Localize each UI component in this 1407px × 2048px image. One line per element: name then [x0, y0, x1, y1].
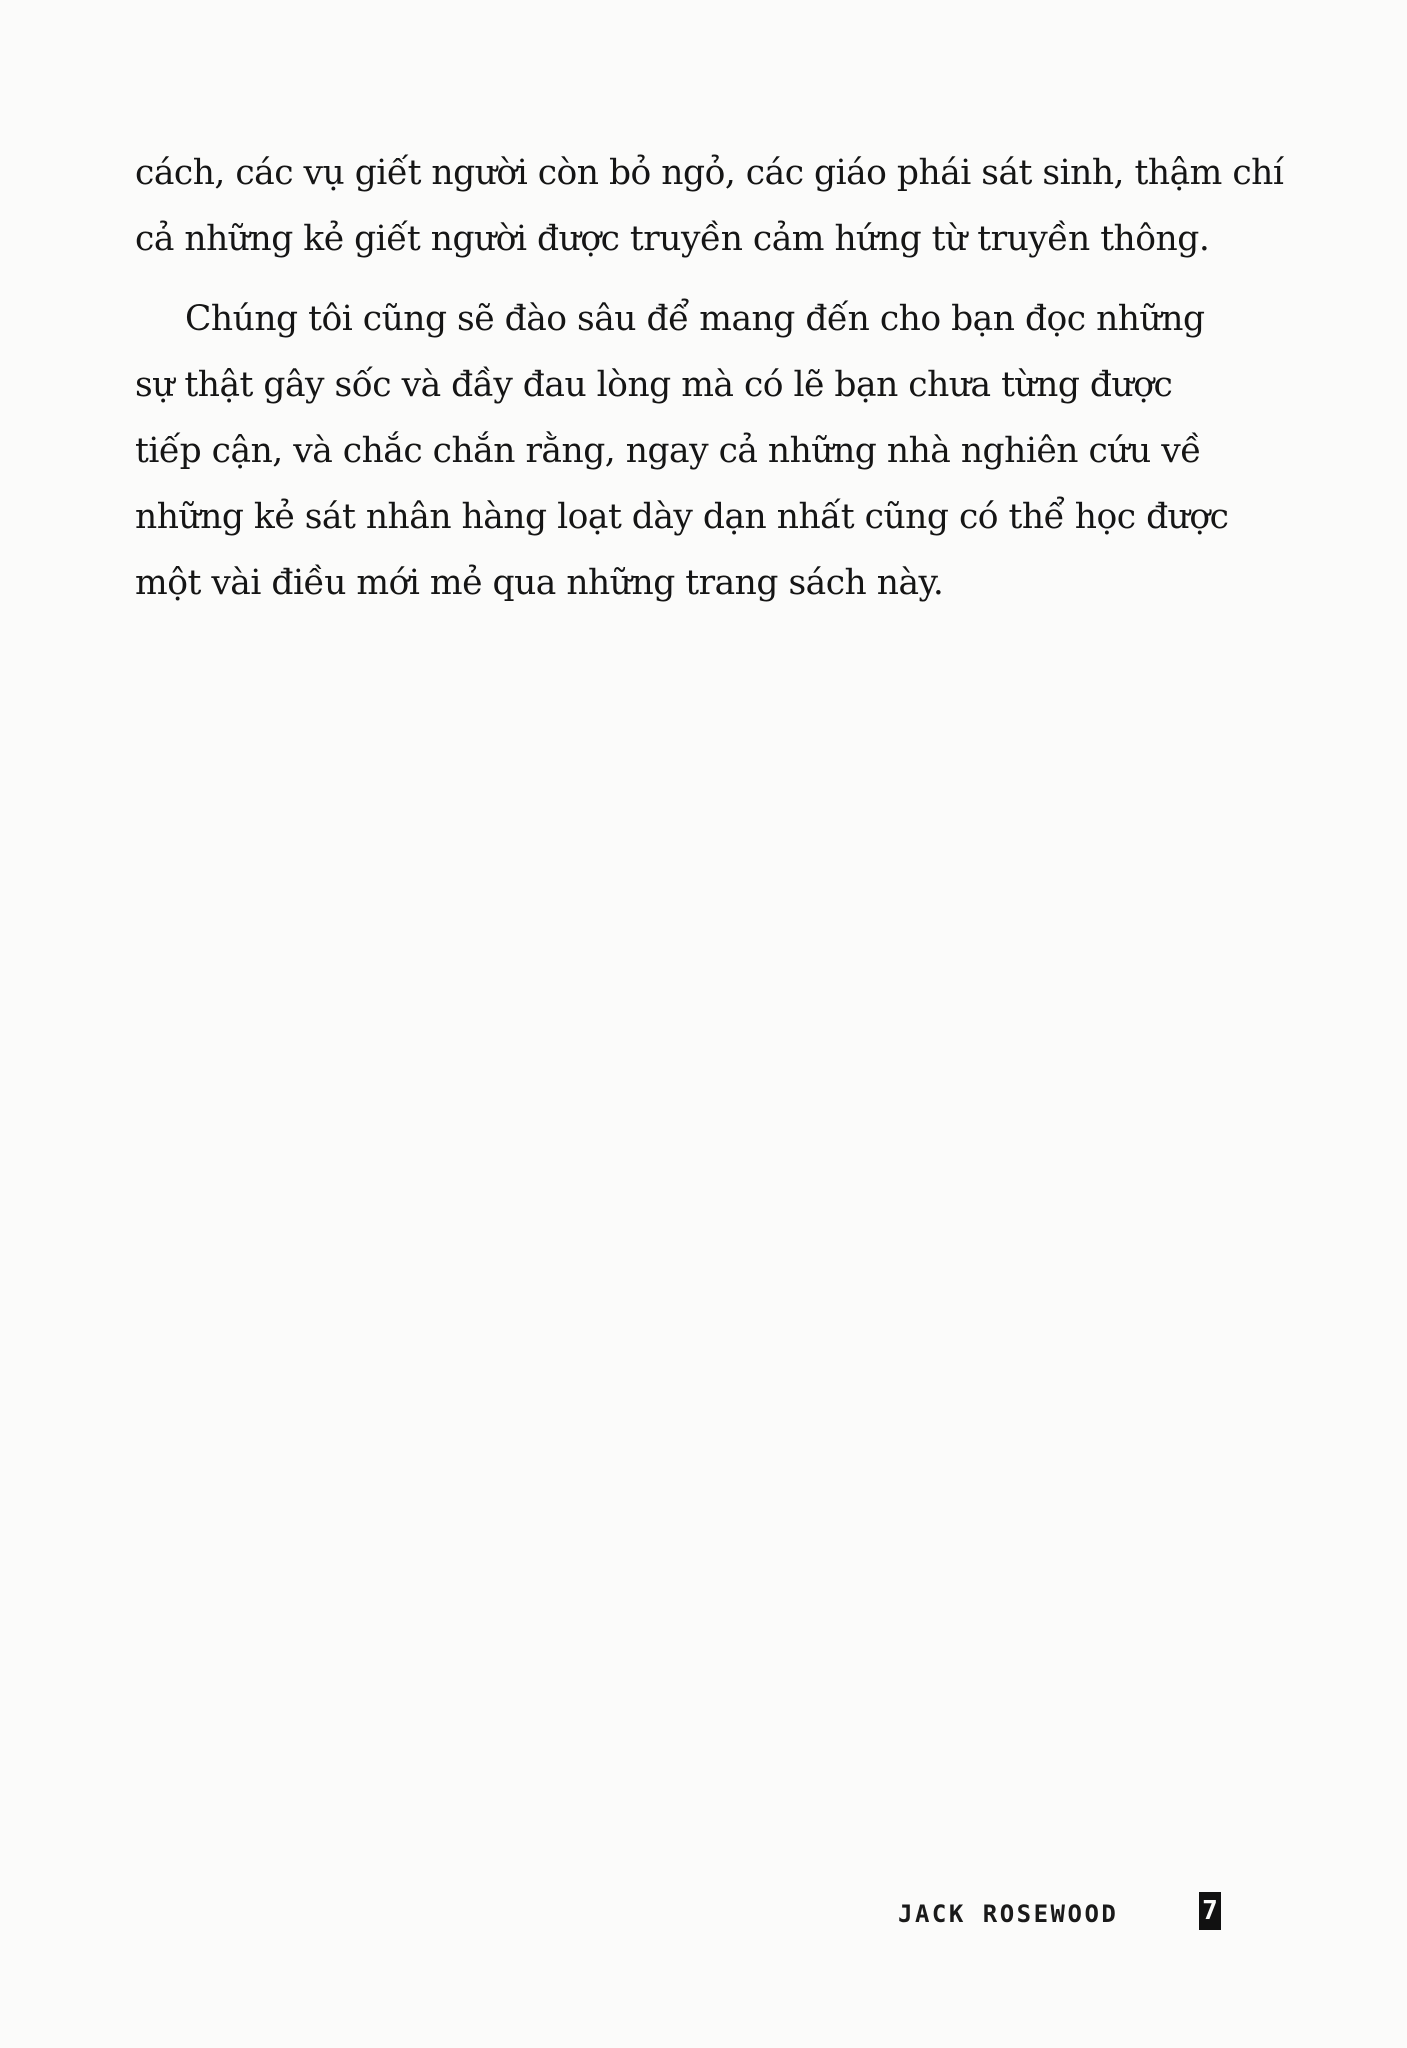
text-line: những kẻ sát nhân hàng loạt dày dạn nhất cũng có thể học được: [135, 497, 1229, 537]
text-line-first: [135, 286, 1230, 352]
page-number: 7: [1199, 1892, 1221, 1930]
paragraph-1: [135, 140, 1284, 272]
text-line: cách, các vụ giết người còn bỏ ngỏ, các giáo phái sát sinh, thậm chí: [135, 153, 1284, 193]
text-line: sự thật gây sốc và đầy đau lòng mà có lẽ bạn chưa từng được: [135, 365, 1173, 405]
paragraph-2: [135, 286, 1230, 616]
author-name: JACK ROSEWOOD: [898, 1900, 1119, 1928]
text-line: cả những kẻ giết người được truyền cảm hứng từ truyền thông.: [135, 219, 1210, 259]
text-line-content: Chúng tôi cũng sẽ đào sâu để mang đến cho bạn đọc những: [185, 299, 1205, 339]
page-footer: [0, 1892, 1407, 1932]
text-line: tiếp cận, và chắc chắn rằng, ngay cả những nhà nghiên cứu về: [135, 431, 1201, 471]
text-line: một vài điều mới mẻ qua những trang sách này.: [135, 563, 944, 603]
body-text: [135, 140, 1284, 616]
